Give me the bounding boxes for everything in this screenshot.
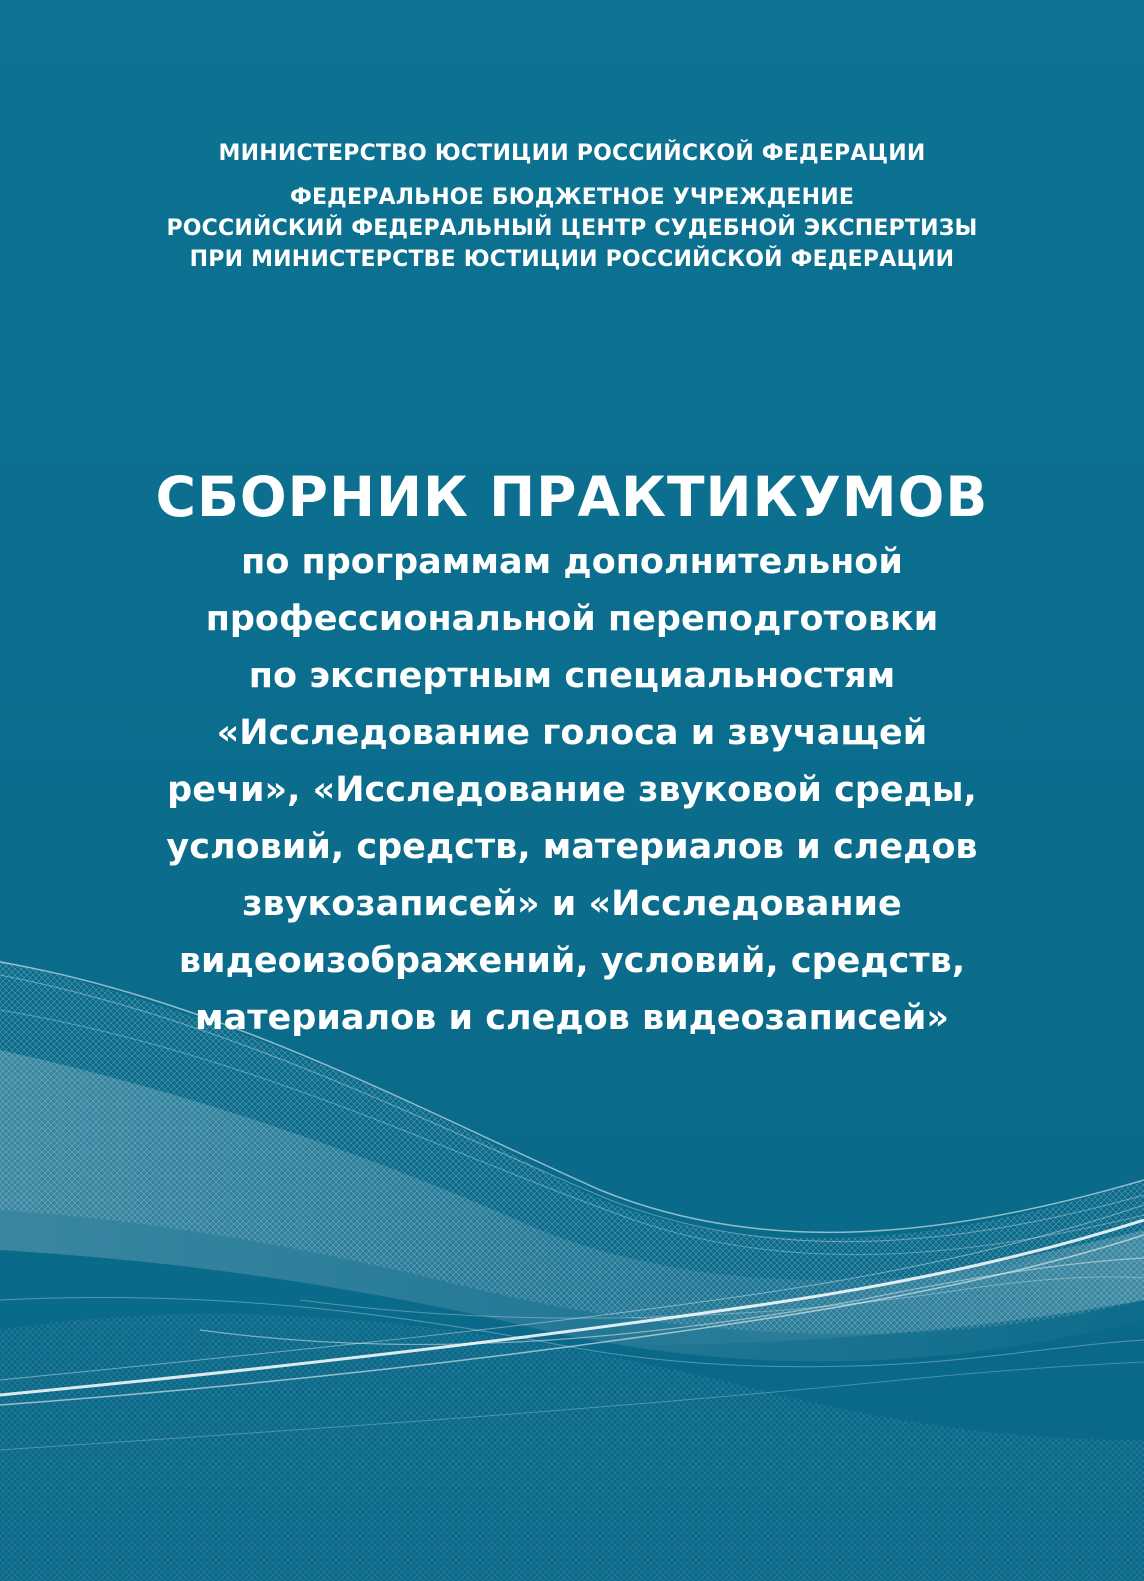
book-title: СБОРНИК ПРАКТИКУМОВ — [155, 465, 989, 529]
subtitle-line: видеоизображений, условий, средств, — [178, 941, 966, 981]
subtitle-line: условий, средств, материалов и следов — [166, 827, 978, 867]
subtitle-line: звукозаписей» и «Исследование — [242, 884, 902, 924]
institution-line: РОССИЙСКИЙ ФЕДЕРАЛЬНЫЙ ЦЕНТР СУДЕБНОЙ ЭКСПЕРТИЗЫ — [166, 216, 978, 241]
ministry-name: МИНИСТЕРСТВО ЮСТИЦИИ РОССИЙСКОЙ ФЕДЕРАЦИИ — [218, 141, 926, 166]
subtitle-line: профессиональной переподготовки — [205, 599, 939, 639]
subtitle-line: «Исследование голоса и звучащей — [216, 713, 928, 753]
subtitle-line: по экспертным специальностям — [248, 656, 896, 696]
institution-line: ПРИ МИНИСТЕРСТВЕ ЮСТИЦИИ РОССИЙСКОЙ ФЕДЕРАЦИИ — [189, 247, 955, 272]
title-block — [0, 462, 1144, 1047]
institution-line: ФЕДЕРАЛЬНОЕ БЮДЖЕТНОЕ УЧРЕЖДЕНИЕ — [289, 185, 855, 210]
subtitle-line: материалов и следов видеозаписей» — [195, 998, 949, 1038]
publisher-header — [0, 138, 1144, 275]
subtitle-line: речи», «Исследование звуковой среды, — [167, 770, 977, 810]
subtitle-line: по программам дополнительной — [241, 542, 903, 582]
book-subtitle — [0, 534, 1144, 1047]
institution-name — [0, 182, 1144, 275]
